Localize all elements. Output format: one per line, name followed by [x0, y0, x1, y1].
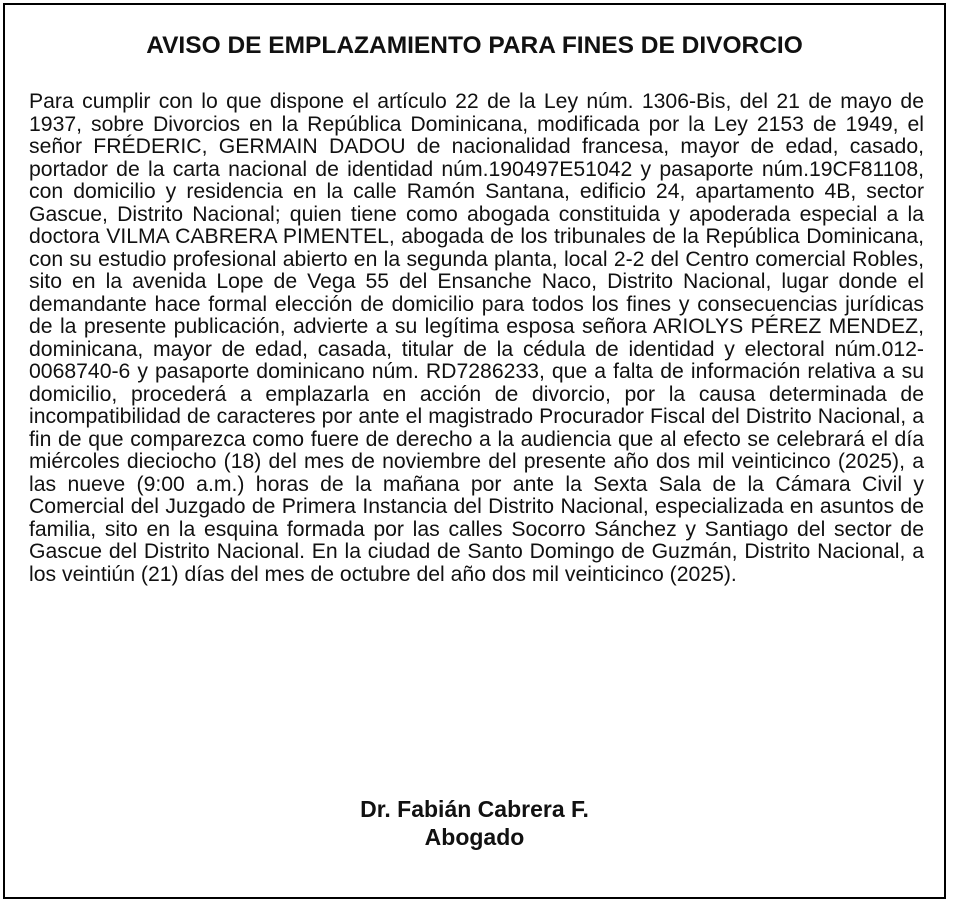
notice-body: Para cumplir con lo que dispone el artículo 22 de la Ley núm. 1306-Bis, del 21 de mayo de 1937, sobre Divorcios en la República Dominicana, modificada por la Ley 2153 de 1949, el señor FRÉDERIC, GERMAIN DADOU de nacionalidad francesa, mayor de edad, casado, portador de la carta nacional de identidad núm.190497E51042 y pasaporte núm.19CF81108, con domicilio y residencia en la calle Ramón Santana, edificio 24, apartamento 4B, sector Gascue, Distrito Nacional; quien tiene como abogada constituida y apoderada especial a la doctora VILMA CABRERA PIMENTEL, abogada de los tribunales de la República Dominicana, con su estudio profesional abierto en la segunda planta, local 2-2 del Centro comercial Robles, sito en la avenida Lope de Vega 55 del Ensanche Naco, Distrito Nacional, lugar donde el demandante hace formal elección de domicilio para todos los fines y consecuencias jurídicas de la presente publicación, advierte a su legítima esposa señora ARIOLYS PÉREZ MENDEZ, dominicana, mayor de edad, casada, titular de la cédula de identidad y electoral núm.012-0068740-6 y pasaporte dominicano núm. RD7286233, que a falta de información relativa a su domicilio, procederá a emplazarla en acción de divorcio, por la causa determinada de incompatibilidad de caracteres por ante el magistrado Procurador Fiscal del Distrito Nacional, a fin de que comparezca como fuere de derecho a la audiencia que al efecto se celebrará el día miércoles dieciocho (18) del mes de noviembre del presente año dos mil veinticinco (2025), a las nueve (9:00 a.m.) horas de la mañana por ante la Sexta Sala de la Cámara Civil y Comercial del Juzgado de Primera Instancia del Distrito Nacional, especializada en asuntos de familia, sito en la esquina formada por las calles Socorro Sánchez y Santiago del sector de Gascue del Distrito Nacional. En la ciudad de Santo Domingo de Guzmán, Distrito Nacional, a los veintiún (21) días del mes de octubre del año dos mil veinticinco (2025). [29, 90, 924, 586]
signature-role: Abogado [424, 824, 525, 850]
legal-notice [3, 3, 946, 899]
signature-block [5, 795, 944, 851]
signature-name: Dr. Fabián Cabrera F. [360, 796, 589, 822]
notice-title: AVISO DE EMPLAZAMIENTO PARA FINES DE DIVORCIO [146, 32, 803, 59]
